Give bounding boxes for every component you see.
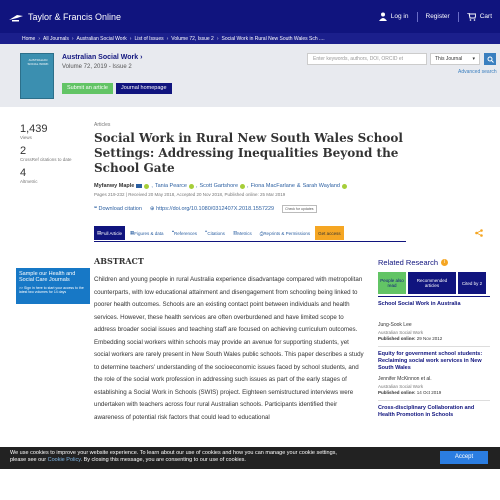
orcid-icon[interactable] bbox=[189, 184, 194, 189]
journal-homepage-button[interactable]: Journal homepage bbox=[116, 83, 172, 94]
register-link[interactable] bbox=[426, 13, 450, 20]
download-citation-link[interactable]: ❝ Download citation bbox=[94, 206, 142, 212]
related-research bbox=[378, 258, 490, 424]
related-heading: Related Research bbox=[378, 258, 439, 267]
cookie-text-line2: please see our Cookie Policy. By closing this message, you are consenting to our use of cookies. bbox=[10, 457, 246, 463]
brand-name: Taylor & Francis Online bbox=[28, 11, 122, 22]
get-access-button[interactable]: Get access bbox=[315, 226, 344, 240]
related-author[interactable]: Jung-Sook Lee bbox=[378, 322, 412, 328]
chevron-right-icon: › bbox=[129, 35, 132, 42]
chevron-right-icon: › bbox=[71, 35, 74, 42]
related-title[interactable]: Equity for government school students: Reclaiming social work services in New South Wales bbox=[378, 351, 483, 371]
article-tabs bbox=[94, 226, 344, 240]
check-for-updates-badge[interactable]: Check for updates bbox=[282, 205, 316, 213]
brand-logo[interactable] bbox=[8, 12, 121, 22]
journal-volume: Volume 72, 2019 - Issue 2 bbox=[62, 64, 132, 70]
related-journal: Australian Social Work bbox=[378, 330, 424, 335]
divider bbox=[458, 12, 459, 22]
breadcrumb-journal[interactable]: Australian Social Work bbox=[76, 35, 127, 42]
related-date: Published online: 29 Nov 2012 bbox=[378, 336, 443, 341]
orcid-icon[interactable] bbox=[240, 184, 245, 189]
related-journal: Australian Social Work bbox=[378, 384, 424, 389]
chevron-down-icon: ▾ bbox=[472, 56, 475, 62]
list-item bbox=[378, 401, 490, 424]
doi-link[interactable]: ⊕ https://doi.org/10.1080/0312407X.2018.1557229 bbox=[149, 206, 275, 212]
tab-underline bbox=[94, 241, 406, 242]
author-name[interactable]: Sarah Wayland bbox=[302, 183, 340, 189]
register-label: Register bbox=[425, 13, 450, 20]
breadcrumb-issues[interactable]: List of Issues bbox=[134, 35, 164, 42]
login-link[interactable] bbox=[379, 12, 409, 21]
related-date: Published online: 14 Oct 2019 bbox=[378, 390, 442, 395]
article-type: Articles bbox=[94, 122, 111, 128]
altmetric-count: 4 bbox=[20, 167, 27, 179]
tab-recommended[interactable]: Recommended articles bbox=[408, 272, 456, 294]
printer-icon: ⎙ bbox=[259, 230, 264, 236]
submit-article-button[interactable]: Submit an article bbox=[62, 83, 113, 94]
crossref-label: CrossRef citations to date bbox=[20, 157, 72, 162]
crossref-count: 2 bbox=[20, 145, 27, 157]
breadcrumb-home[interactable]: Home bbox=[22, 35, 36, 42]
document-icon: ▤ bbox=[97, 230, 102, 235]
journal-cover[interactable] bbox=[20, 53, 54, 99]
journal-title[interactable]: Australian Social Work › bbox=[62, 54, 143, 61]
abstract-text: Children and young people in rural Australia experience disadvantage compared with metropolitan counterparts, with low educational attainment and disengagement from schooling being linked to poorer health outcomes. Schools are an existing contact point between individuals and health services. However, these health services are often overburdened and have limited scope to address broader social issues and teaching staff are focused on achieving curriculum outcomes. Embedding social workers within schools may provide an avenue for supporting students, yet social workers are rarely present in New South Wales public schools. This paper describes a study to determine teachers' understanding of the socioeconomic issues faced by school students, and the role of the social work profession in addressing such issues as part of the early stages of establishing a Social Work in Schools (SWIS) project. Eighteen semistructured interviews were undertaken with teachers across four rural Australian schools. Participants identified their awareness of potential risk factors that could lead to educational bbox=[94, 276, 364, 421]
journal-banner bbox=[0, 44, 500, 107]
author-name[interactable]: Myfanwy Maple bbox=[94, 183, 135, 189]
article-header bbox=[94, 122, 406, 213]
scope-value: This Journal bbox=[435, 56, 463, 62]
article-title: Social Work in Rural New South Wales School Settings: Addressing Inequalities Beyond the School Gate bbox=[94, 131, 403, 175]
orcid-icon[interactable] bbox=[342, 184, 347, 189]
cookie-text-line1: We use cookies to improve your website experience. To learn about our use of cookies and how you can manage your cookie settings, bbox=[10, 450, 337, 456]
author-name[interactable]: Fiona MacFarlane bbox=[250, 183, 295, 189]
crossref-metric[interactable] bbox=[20, 145, 80, 163]
list-item bbox=[378, 297, 490, 347]
user-icon bbox=[379, 12, 387, 21]
tab-references[interactable]: ❝ References bbox=[171, 230, 197, 236]
views-metric bbox=[20, 123, 80, 141]
cookie-banner bbox=[0, 447, 500, 469]
related-author[interactable]: Jennifer McKinnon et al. bbox=[378, 376, 432, 382]
citations-icon: ❞ bbox=[205, 230, 208, 235]
breadcrumb bbox=[0, 33, 500, 44]
related-title[interactable]: Cross-disciplinary Collaboration and Health Promotion in Schools bbox=[378, 405, 475, 418]
divider bbox=[417, 12, 418, 22]
views-label: Views bbox=[20, 135, 32, 140]
author-list: Myfanwy Maple , Tania Pearce , Scott Gartshore , Fiona MacFarlane & Sarah Wayland bbox=[94, 183, 406, 189]
search-icon bbox=[487, 56, 494, 63]
author-name[interactable]: Scott Gartshore bbox=[199, 183, 239, 189]
search-input[interactable]: Enter keywords, authors, DOI, ORCID et bbox=[307, 53, 427, 65]
views-count: 1,439 bbox=[20, 123, 48, 135]
email-icon[interactable] bbox=[136, 184, 142, 188]
tab-citations[interactable]: ❞ Citations bbox=[205, 230, 225, 236]
page-bottom bbox=[0, 469, 500, 500]
search-scope-select[interactable] bbox=[430, 53, 480, 65]
quote-icon: ❝ bbox=[94, 206, 99, 212]
cart-link[interactable] bbox=[467, 13, 492, 21]
cart-icon bbox=[467, 13, 476, 21]
accept-cookies-button[interactable]: Accept bbox=[440, 451, 488, 464]
promo-title: Sample our Health and Social Care Journals bbox=[19, 271, 76, 283]
author-name[interactable]: Tania Pearce bbox=[154, 183, 187, 189]
search-button[interactable] bbox=[484, 53, 496, 65]
chevron-right-icon: › bbox=[216, 35, 219, 42]
site-header bbox=[0, 0, 500, 33]
altmetric-label: Altmetric bbox=[20, 179, 38, 184]
abstract-heading: ABSTRACT bbox=[94, 256, 144, 266]
cover-title: AUSTRALIAN SOCIAL WORK bbox=[27, 58, 49, 66]
doi-icon: ⊕ bbox=[149, 206, 157, 212]
promo-link[interactable]: >> Sign in here to start your access to the latest two volumes for 14 days bbox=[19, 286, 84, 294]
article-metrics bbox=[20, 123, 80, 189]
sample-journals-promo[interactable] bbox=[16, 268, 90, 304]
chevron-right-icon: › bbox=[38, 35, 41, 42]
breadcrumb-volume[interactable]: Volume 72, Issue 2 bbox=[171, 35, 214, 42]
tab-people-also-read[interactable]: People also read bbox=[378, 272, 406, 294]
tab-metrics[interactable]: ▥ Metrics bbox=[232, 230, 252, 236]
altmetric-metric[interactable] bbox=[20, 167, 80, 185]
tab-cited-by[interactable]: Cited by 2 bbox=[458, 272, 486, 294]
breadcrumb-current: Social Work in Rural New South Wales Sch .... bbox=[221, 35, 325, 42]
tab-full-article[interactable]: ▤ Full Article bbox=[94, 226, 125, 240]
share-icon[interactable] bbox=[475, 229, 483, 239]
bar-chart-icon: ▥ bbox=[232, 230, 238, 235]
login-label: Log in bbox=[390, 13, 409, 20]
cart-label: Cart bbox=[479, 13, 492, 20]
tab-reprints[interactable]: ⎙ Reprints & Permissions bbox=[259, 230, 311, 236]
list-item bbox=[378, 347, 490, 401]
breadcrumb-all-journals[interactable]: All Journals bbox=[43, 35, 69, 42]
cookie-policy-link[interactable]: Cookie Policy bbox=[47, 457, 81, 463]
publication-history: Pages 219-232 | Received 20 May 2018, Accepted 20 Nov 2018, Published online: 25 Mar 2019 bbox=[94, 192, 286, 197]
image-icon: ▦ bbox=[130, 230, 135, 235]
lamp-icon bbox=[8, 12, 24, 22]
orcid-icon[interactable] bbox=[144, 184, 149, 189]
tab-figures[interactable]: ▦ Figures & data bbox=[130, 230, 164, 236]
info-icon[interactable]: i bbox=[441, 259, 448, 266]
references-icon: ❝ bbox=[171, 230, 174, 235]
advanced-search-link[interactable]: Advanced search bbox=[458, 69, 497, 75]
chevron-right-icon: › bbox=[166, 35, 169, 42]
related-title[interactable]: School Social Work in Australia bbox=[378, 301, 461, 307]
